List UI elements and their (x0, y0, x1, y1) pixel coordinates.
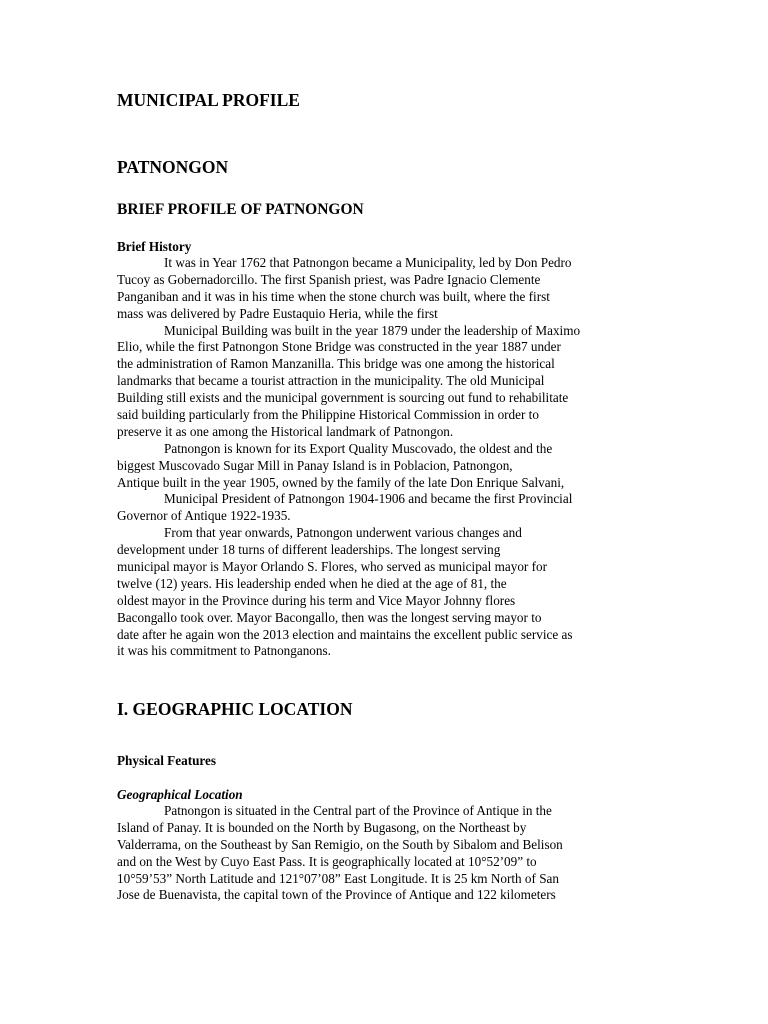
paragraph-line: and on the West by Cuyo East Pass. It is geographically located at 10°52’09” to (117, 853, 537, 869)
brief-history-heading: Brief History (117, 239, 192, 254)
paragraph-line: preserve it as one among the Historical landmark of Patnongon. (117, 423, 454, 439)
paragraph-line: landmarks that became a tourist attraction in the municipality. The old Municipal (117, 373, 545, 389)
paragraph-line: twelve (12) years. His leadership ended when he died at the age of 81, the (117, 575, 507, 591)
paragraph-line: it was his commitment to Patnonganons. (117, 643, 331, 659)
paragraph-line: Governor of Antique 1922-1935. (117, 508, 291, 524)
paragraph-line: It was in Year 1762 that Patnongon became a Municipality, led by Don Pedro (164, 255, 572, 270)
paragraph-line: said building particularly from the Philippine Historical Commission in order to (117, 407, 539, 423)
paragraph-line: Patnongon is situated in the Central part of the Province of Antique in the (164, 803, 552, 818)
paragraph-line: oldest mayor in the Province during his term and Vice Mayor Johnny flores (117, 592, 516, 608)
paragraph-line: the administration of Ramon Manzanilla. This bridge was one among the historical (117, 356, 555, 372)
geographical-location-heading: Geographical Location (117, 787, 243, 802)
paragraph-line: Panganiban and it was in his time when the stone church was built, where the first (117, 288, 550, 304)
physical-features-heading: Physical Features (117, 753, 217, 768)
paragraph-line: municipal mayor is Mayor Orlando S. Flores, who served as municipal mayor for (117, 559, 547, 575)
paragraph-line: Elio, while the first Patnongon Stone Bridge was constructed in the year 1887 under (117, 339, 561, 355)
paragraph-line: Jose de Buenavista, the capital town of the Province of Antique and 122 kilometers (117, 887, 556, 903)
paragraph-line: mass was delivered by Padre Eustaquio Heria, while the first (117, 305, 438, 321)
paragraph-line: Patnongon is known for its Export Quality Muscovado, the oldest and the (164, 440, 553, 456)
paragraph-line: Island of Panay. It is bounded on the North by Bugasong, on the Northeast by (117, 819, 527, 835)
document-title: MUNICIPAL PROFILE (117, 90, 300, 110)
paragraph-line: biggest Muscovado Sugar Mill in Panay Island is in Poblacion, Patnongon, (117, 457, 513, 473)
geographic-location-heading: I. GEOGRAPHIC LOCATION (117, 699, 353, 719)
paragraph-line: Bacongallo took over. Mayor Bacongallo, then was the longest serving mayor to (117, 609, 542, 625)
geographical-location-text (117, 803, 657, 904)
paragraph-line: Valderrama, on the Southeast by San Remigio, on the South by Sibalom and Belison (117, 836, 563, 852)
paragraph-line: Antique built in the year 1905, owned by the family of the late Don Enrique Salvani, (117, 474, 565, 490)
municipality-heading: PATNONGON (117, 157, 229, 177)
paragraph-line: Municipal Building was built in the year 1879 under the leadership of Maximo (164, 322, 581, 338)
brief-profile-heading: BRIEF PROFILE OF PATNONGON (117, 201, 364, 218)
paragraph-line: Municipal President of Patnongon 1904-1906 and became the first Provincial (164, 491, 573, 507)
paragraph-line: From that year onwards, Patnongon underwent various changes and (164, 525, 522, 541)
paragraph-line: Tucoy as Gobernadorcillo. The first Spanish priest, was Padre Ignacio Clemente (117, 271, 541, 287)
paragraph-line: Building still exists and the municipal government is sourcing out fund to rehabilitate (117, 390, 569, 406)
paragraph-line: development under 18 turns of different leaderships. The longest serving (117, 542, 501, 558)
paragraph-line: 10°59’53” North Latitude and 121°07’08” East Longitude. It is 25 km North of San (117, 870, 559, 886)
brief-history-text (117, 255, 657, 660)
paragraph-line: date after he again won the 2013 election and maintains the excellent public service as (117, 626, 573, 642)
